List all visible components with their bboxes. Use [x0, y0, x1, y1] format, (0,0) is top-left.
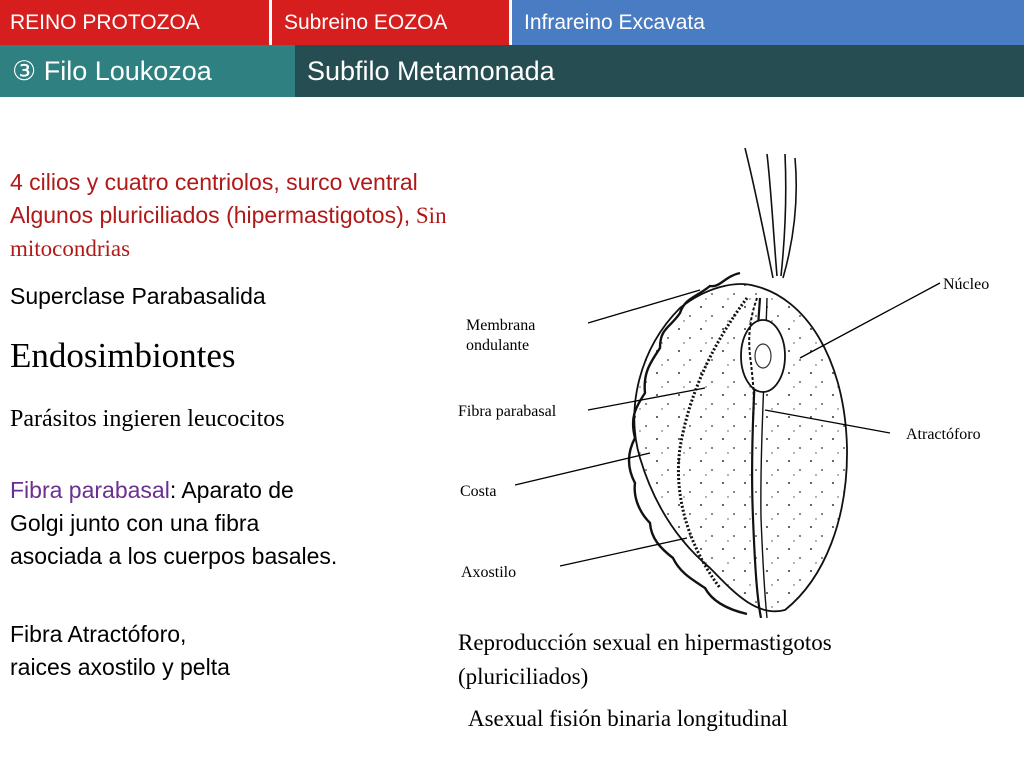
- atractophore-line-2: raices axostilo y pelta: [10, 654, 230, 680]
- features-line-1: 4 cilios y cuatro centriolos, surco ventral: [10, 169, 418, 195]
- tab-filo-loukozoa: [0, 45, 295, 97]
- label-axostilo: Axostilo: [461, 564, 517, 581]
- endosymbionts-heading: Endosimbiontes: [10, 336, 236, 375]
- tab-reino-protozoa: [0, 0, 272, 45]
- tab-filo-label: ③ Filo Loukozoa: [12, 55, 212, 86]
- parabasal-fiber-text: [10, 474, 430, 573]
- fiber-line-2: Golgi junto con una fibra: [10, 510, 260, 536]
- label-membrana-2: ondulante: [466, 337, 530, 354]
- tab-infrareino-label: Infrareino Excavata: [524, 10, 705, 34]
- tab-subfilo-label: Subfilo Metamonada: [307, 55, 555, 86]
- features-line-2-serif: Sin: [410, 203, 447, 228]
- fiber-desc-1: Aparato de: [176, 477, 294, 503]
- tab-subreino-label: Subreino EOZOA: [284, 10, 448, 34]
- reproduction-text: [458, 626, 1018, 694]
- fiber-line-3: asociada a los cuerpos basales.: [10, 543, 338, 569]
- trichomonad-diagram: [455, 148, 1024, 618]
- reproduction-line-1: Reproducción sexual en hipermastigotos: [458, 630, 832, 655]
- fiber-colon: :: [169, 477, 177, 503]
- nucleus: [741, 320, 785, 392]
- features-line-3: mitocondrias: [10, 236, 131, 261]
- organism-illustration: [455, 148, 1024, 618]
- tab-subreino-eozoa: [272, 0, 512, 45]
- label-costa: Costa: [460, 483, 497, 500]
- asexual-text: Asexual fisión binaria longitudinal: [468, 706, 789, 731]
- tab-infrareino-excavata: [512, 0, 1024, 45]
- fiber-line-1: [10, 474, 430, 507]
- parasites-text: Parásitos ingieren leucocitos: [10, 406, 285, 432]
- label-fibra-parabasal: Fibra parabasal: [458, 403, 557, 420]
- label-atractoforo: Atractóforo: [906, 426, 981, 443]
- atractophore-line-1: Fibra Atractóforo,: [10, 621, 187, 647]
- tab-subfilo-metamonada: [295, 45, 1024, 97]
- tab-reino-label: REINO PROTOZOA: [10, 10, 200, 34]
- label-nucleo: Núcleo: [943, 276, 990, 293]
- cell-body: [634, 284, 847, 611]
- reproduction-line-2: (pluriciliados): [458, 664, 589, 689]
- flagella: [745, 148, 796, 278]
- atractophore-text: [10, 618, 230, 684]
- superclass-label: Superclase Parabasalida: [10, 283, 266, 309]
- label-membrana-1: Membrana: [466, 317, 536, 334]
- features-line-2-sans: Algunos pluriciliados (hipermastigotos),: [10, 202, 411, 228]
- fiber-term: Fibra parabasal: [10, 477, 170, 503]
